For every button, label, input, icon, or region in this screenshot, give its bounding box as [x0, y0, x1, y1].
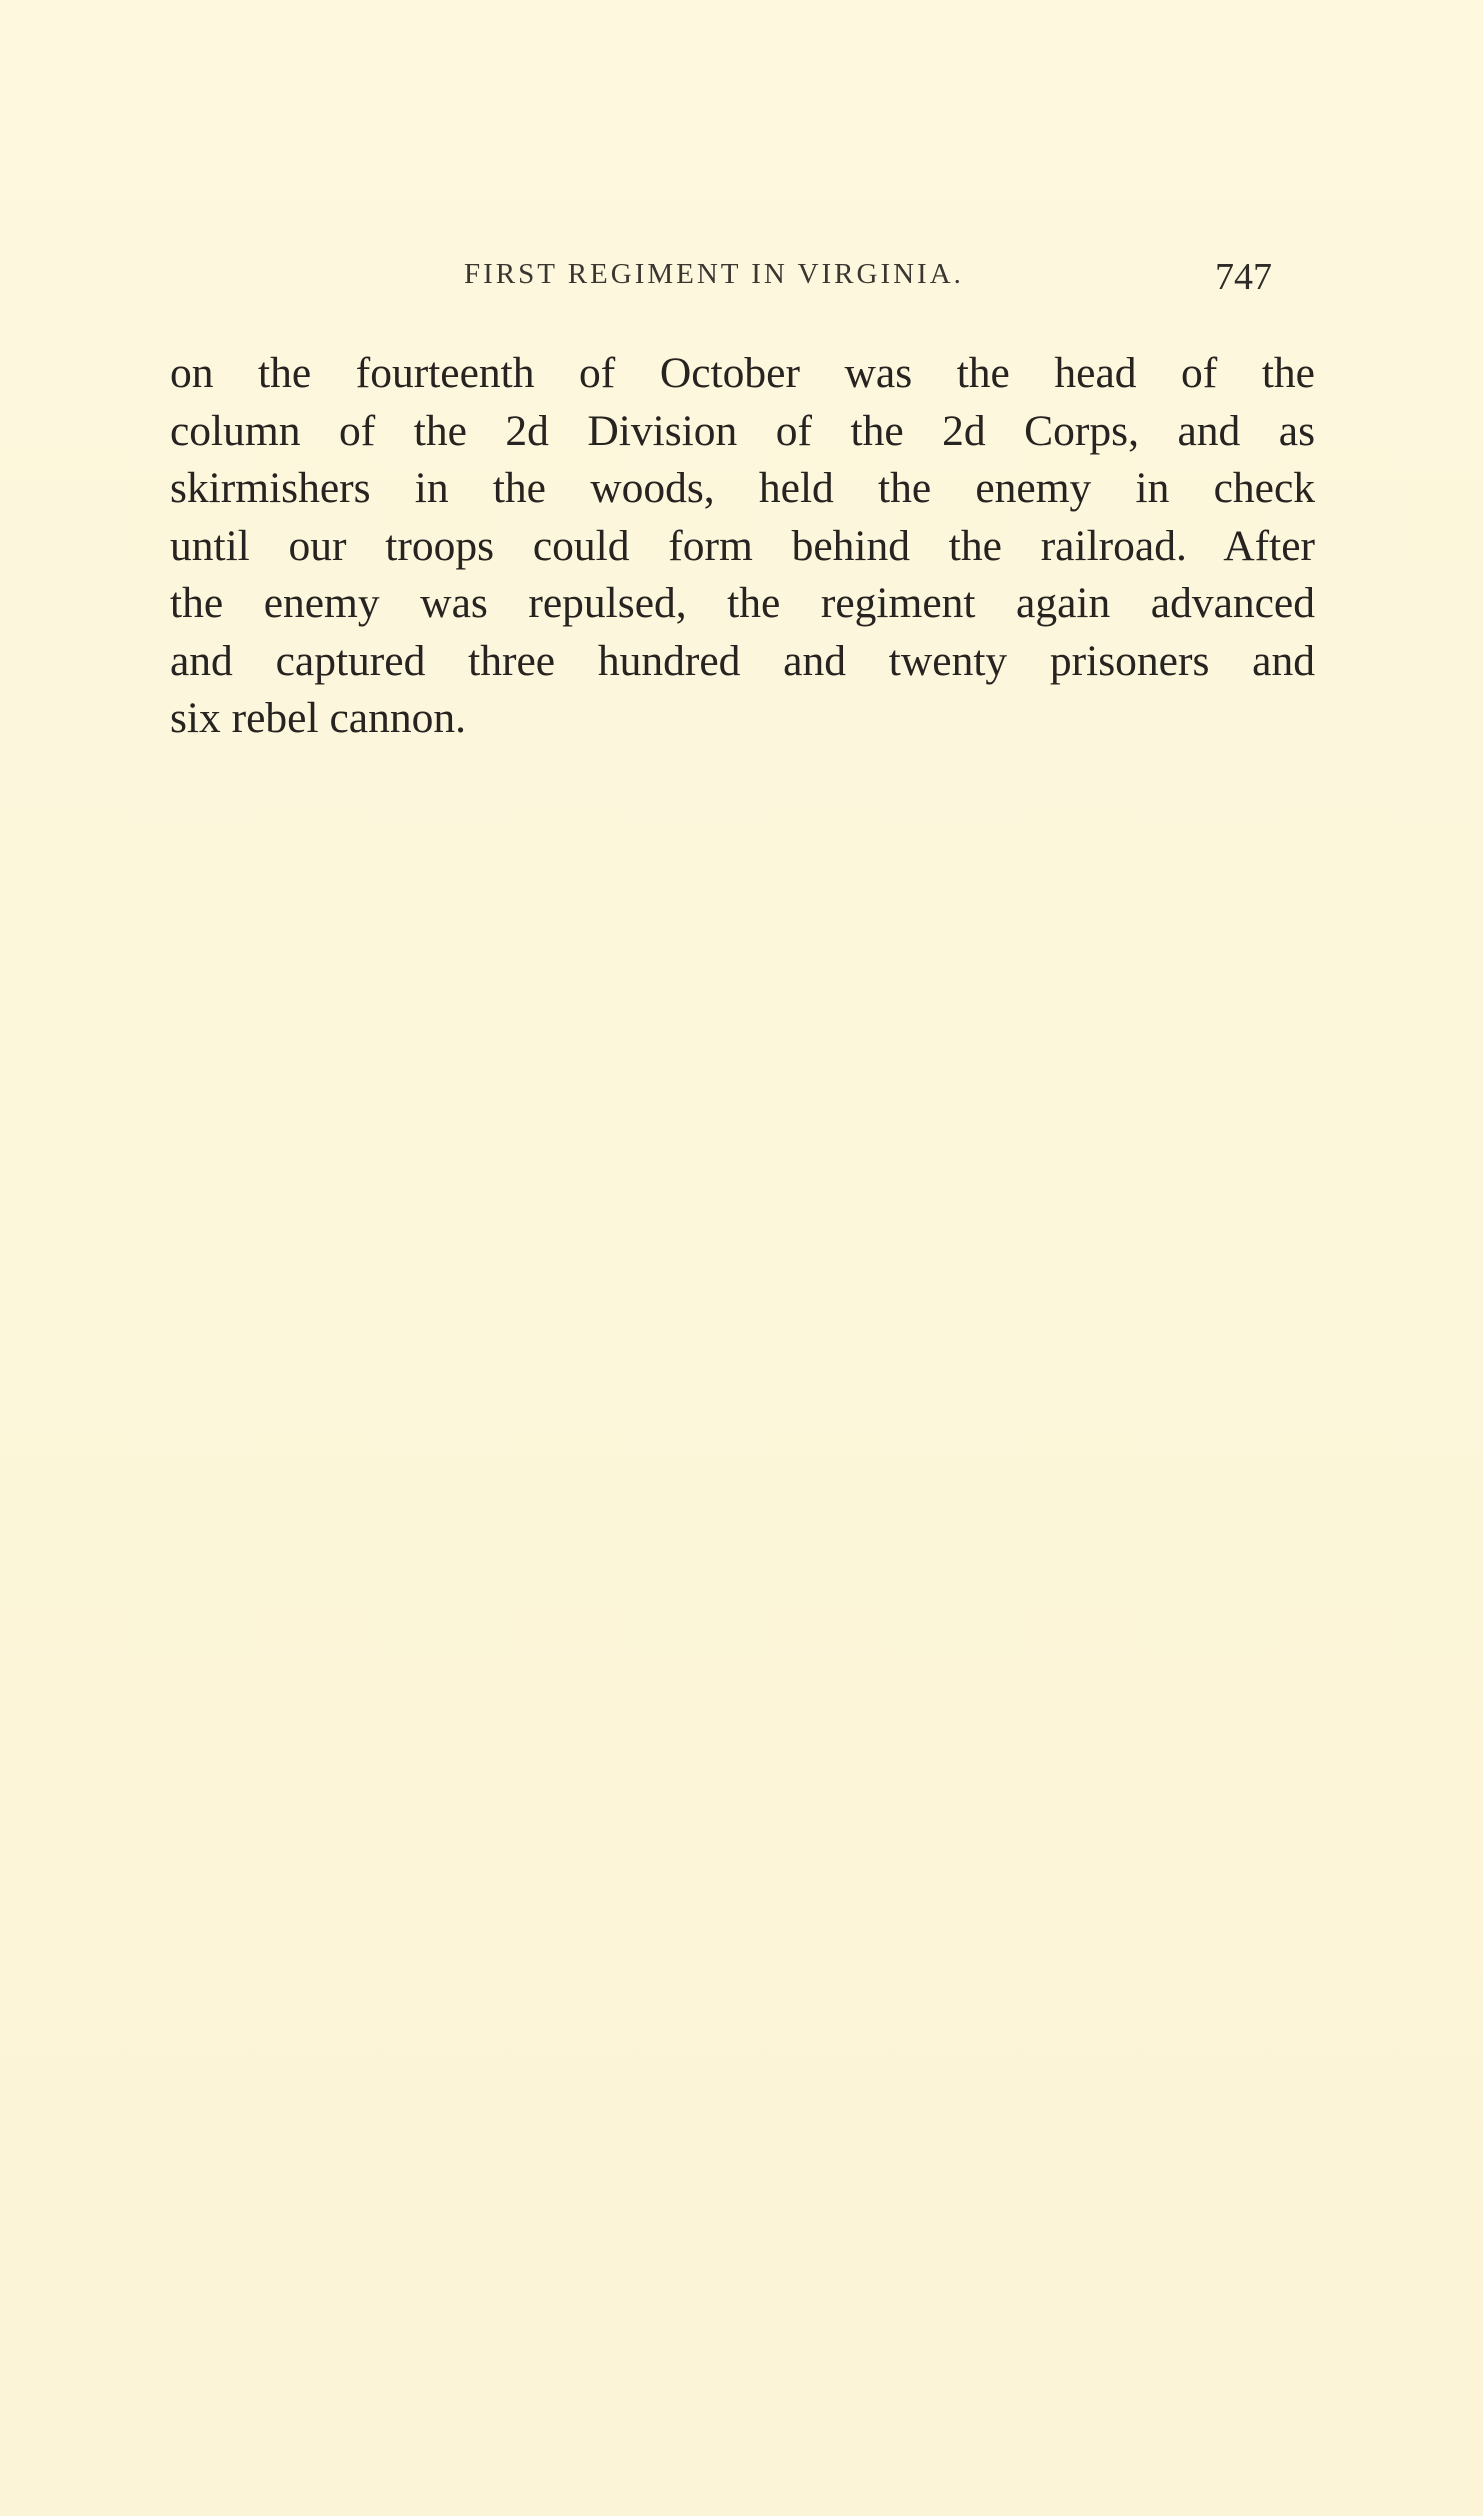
- page-number: 747: [1215, 256, 1272, 298]
- text-line: until our troops could form behind the railroad. After: [170, 521, 1315, 570]
- running-head: FIRST REGIMENT IN VIRGINIA.: [464, 258, 964, 290]
- text-line: skirmishers in the woods, held the enemy in check: [170, 464, 1315, 512]
- text-line: the enemy was repulsed, the regiment again advanced: [170, 579, 1315, 627]
- body-paragraph: [170, 345, 1315, 748]
- text-line: six rebel cannon.: [170, 694, 466, 742]
- text-line: column of the 2d Division of the 2d Corps, and as: [170, 406, 1315, 455]
- text-line: and captured three hundred and twenty prisoners and: [170, 636, 1315, 685]
- text-line: on the fourteenth of October was the head of the: [170, 349, 1315, 397]
